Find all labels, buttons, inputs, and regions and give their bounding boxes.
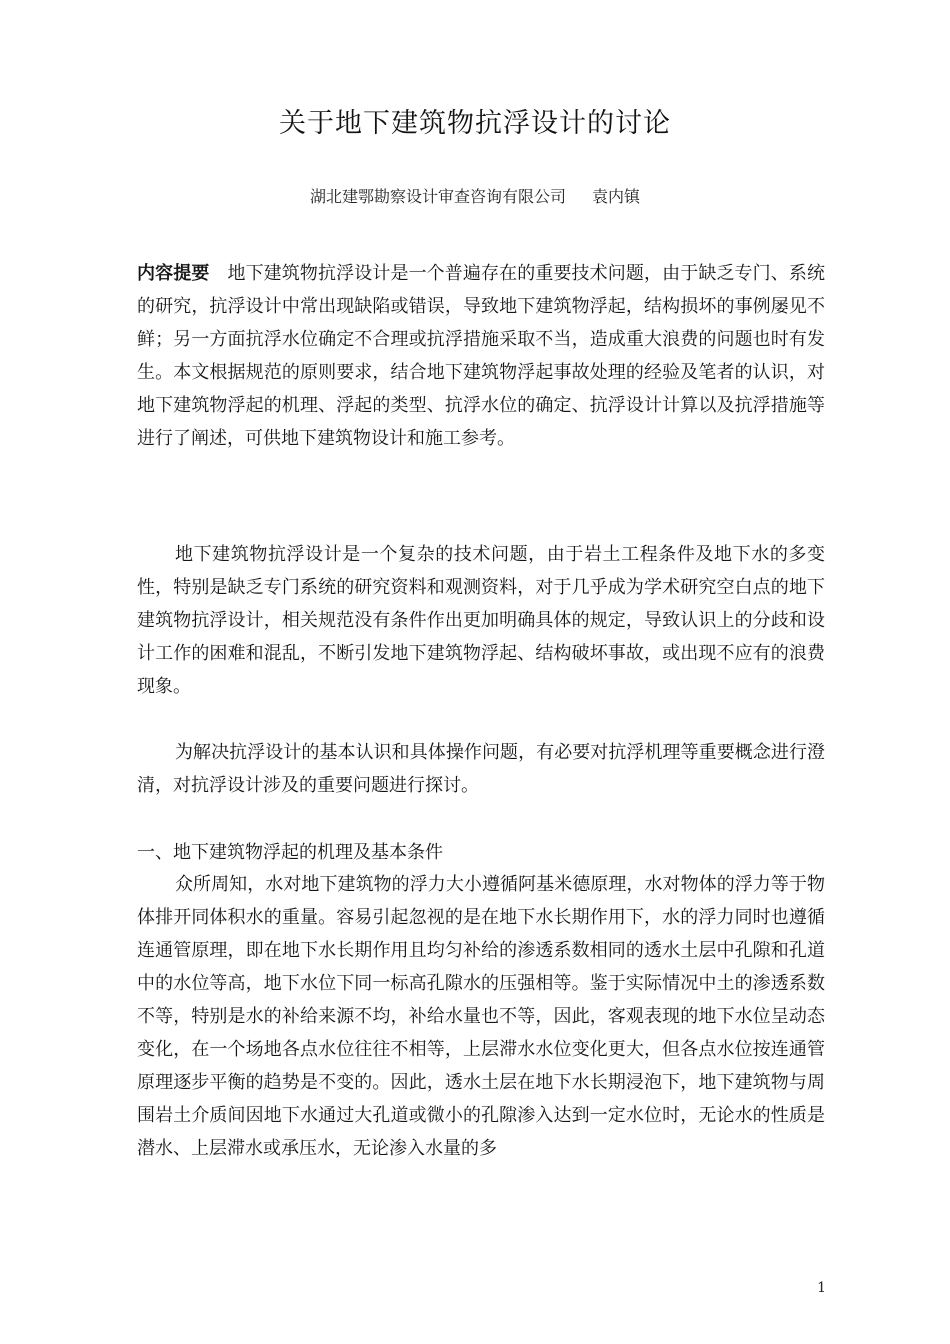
author-organization: 湖北建鄂勘察设计审查咨询有限公司 (309, 187, 566, 206)
abstract-paragraph (137, 257, 825, 455)
body-paragraph-2: 为解决抗浮设计的基本认识和具体操作问题，有必要对抗浮机理等重要概念进行澄清，对抗浮设计涉及的重要问题进行探讨。 (137, 742, 825, 796)
document-title: 关于地下建筑物抗浮设计的讨论 (279, 108, 671, 139)
body-paragraph-1: 地下建筑物抗浮设计是一个复杂的技术问题，由于岩土工程条件及地下水的多变性，特别是缺乏专门系统的研究资料和观测资料，对于几乎成为学术研究空白点的地下建筑物抗浮设计，相关规范没有条件作出更加明确具体的规定，导致认识上的分歧和设计工作的困难和混乱，不断引发地下建筑物浮起、结构破坏事故，或出现不应有的浪费现象。 (137, 544, 825, 697)
author-name: 袁内镇 (592, 187, 641, 206)
section-heading-1: 一、地下建筑物浮起的机理及基本条件 (137, 842, 443, 863)
abstract-label: 内容提要 (137, 263, 210, 284)
body-paragraph-3: 众所周知，水对地下建筑物的浮力大小遵循阿基米德原理，水对物体的浮力等于物体排开同体积水的重量。容易引起忽视的是在地下水长期作用下，水的浮力同时也遵循连通管原理，即在地下水长期作用且均匀补给的渗透系数相同的透水土层中孔隙和孔道中的水位等高，地下水位下同一标高孔隙水的压强相等。鉴于实际情况中土的渗透系数不等，特别是水的补给来源不均，补给水量也不等，因此，客观表现的地下水位呈动态变化，在一个场地各点水位往往不相等，上层滞水水位变化更大，但各点水位按连通管原理逐步平衡的趋势是不变的。因此，透水土层在地下水长期浸泡下，地下建筑物与周围岩土介质间因地下水通过大孔道或微小的孔隙渗入达到一定水位时，无论水的性质是潜水、上层滞水或承压水，无论渗入水量的多 (137, 874, 825, 1159)
page-number: 1 (817, 1280, 826, 1296)
author-byline (0, 185, 950, 209)
abstract-text: 地下建筑物抗浮设计是一个普遍存在的重要技术问题，由于缺乏专门、系统的研究，抗浮设计中常出现缺陷或错误，导致地下建筑物浮起，结构损坏的事例屡见不鲜；另一方面抗浮水位确定不合理或抗浮措施采取不当，造成重大浪费的问题也时有发生。本文根据规范的原则要求，结合地下建筑物浮起事故处理的经验及笔者的认识，对地下建筑物浮起的机理、浮起的类型、抗浮水位的确定、抗浮设计计算以及抗浮措施等进行了阐述，可供地下建筑物设计和施工参考。 (137, 263, 826, 449)
